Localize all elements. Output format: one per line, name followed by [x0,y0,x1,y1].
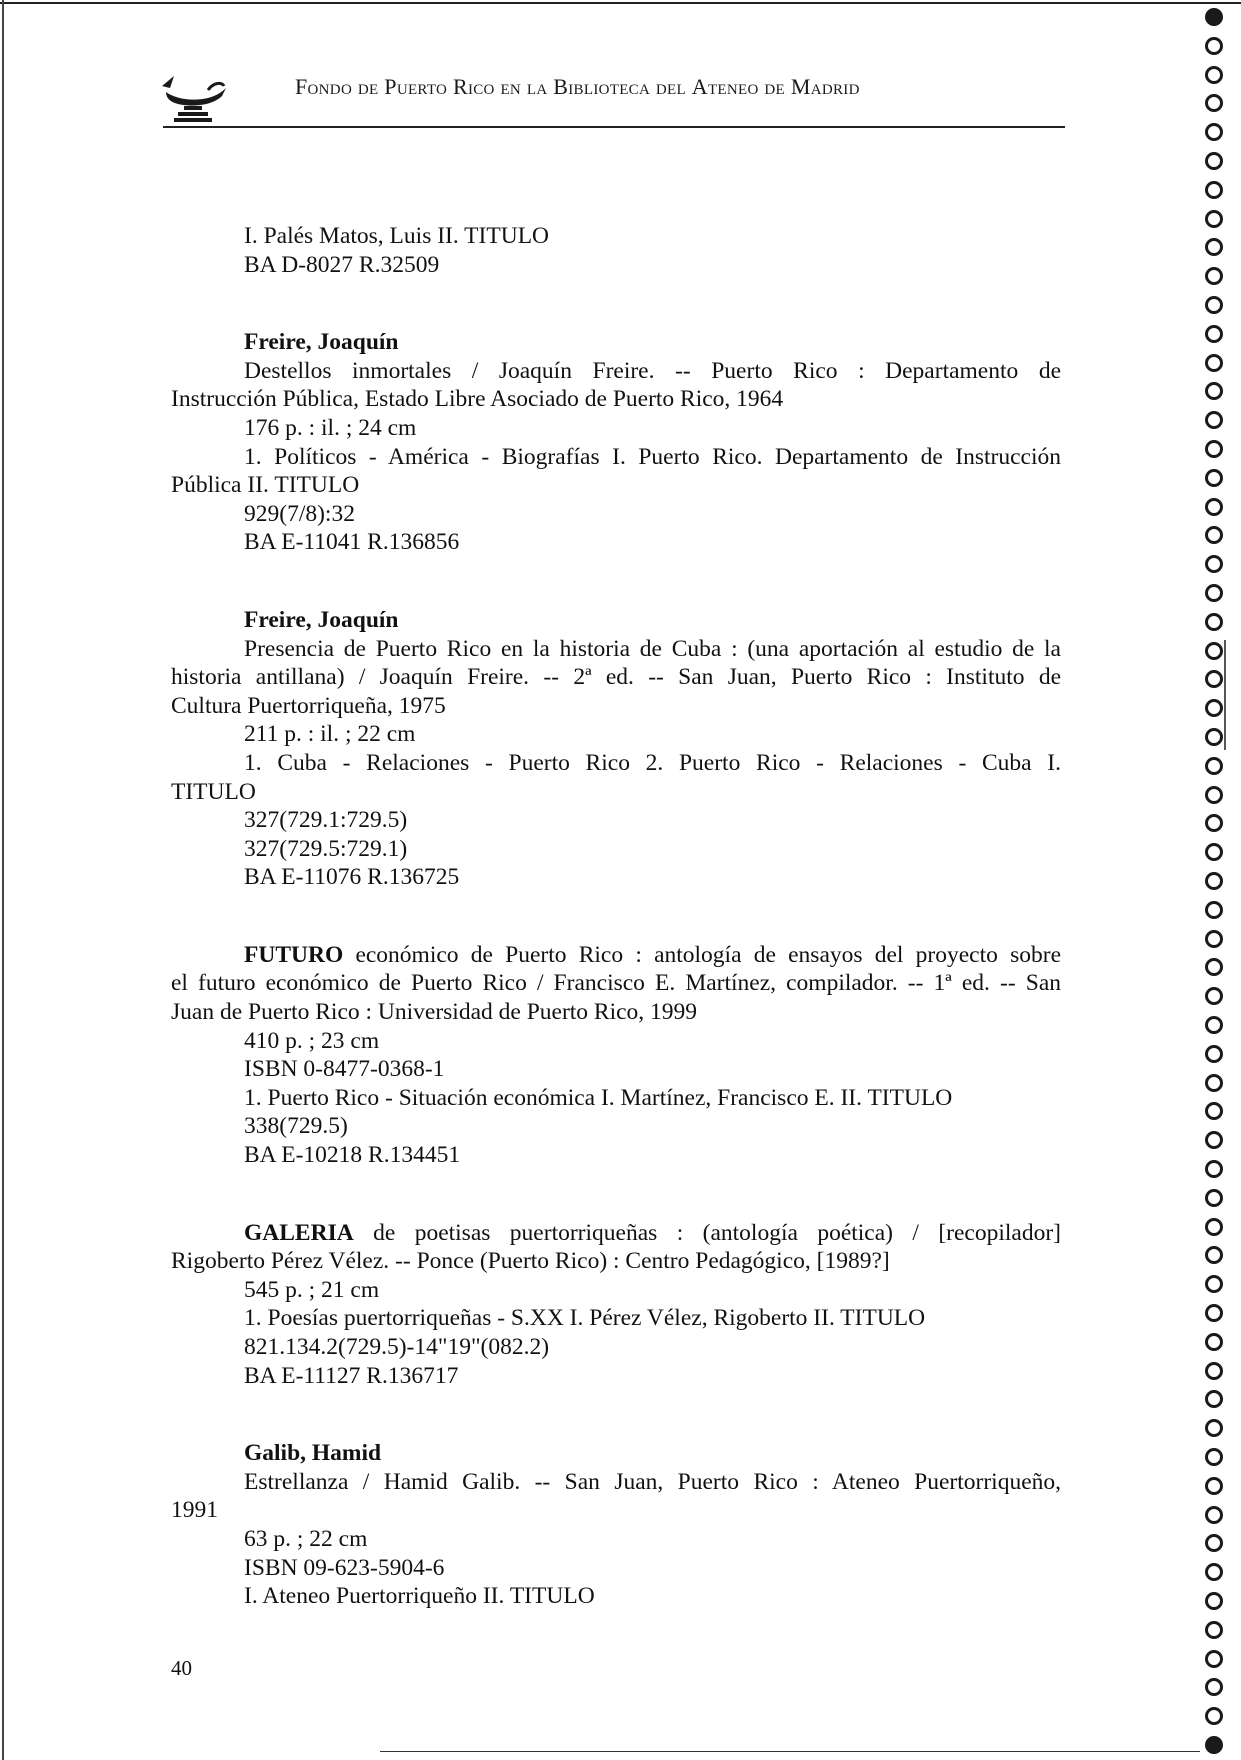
binding-hole [1205,1016,1223,1034]
entry-text: Pública II. TITULO [171,472,360,499]
binding-hole [1205,1045,1223,1063]
binding-hole [1205,901,1223,919]
entry-heading: Galib, Hamid [244,1440,382,1467]
entry-text: Cultura Puertorriqueña, 1975 [171,692,446,719]
entry-text: BA E-10218 R.134451 [244,1142,461,1169]
entry-text: TITULO [171,778,256,805]
entry-line [171,1141,1061,1170]
binding-hole [1205,584,1223,602]
binding-hole [1205,930,1223,948]
entry-text: 327(729.1:729.5) [244,807,408,834]
header-word: ondo de [307,74,385,99]
entry-text: ISBN 0-8477-0368-1 [244,1056,445,1083]
binding-hole [1205,123,1223,141]
binding-hole [1205,1419,1223,1437]
entry-text: 545 p. ; 21 cm [244,1276,380,1303]
header-word: teneo de [707,74,791,99]
binding-hole [1205,1218,1223,1236]
binding-hole [1205,1477,1223,1495]
entry-text: 211 p. : il. ; 22 cm [244,721,416,748]
entry-line [171,1439,1061,1468]
binding-hole [1205,1074,1223,1092]
entry-gap [171,1170,1061,1219]
entry-heading: GALERIA [244,1219,354,1246]
entry-text: 1991 [171,1497,218,1524]
entry-line [171,835,1061,864]
header-word: ico en la [467,74,554,99]
binding-hole [1205,1592,1223,1610]
binding-hole [1205,181,1223,199]
page-edge-top [0,2,1241,4]
entry-line [171,778,1061,807]
header-cap: M [790,74,811,99]
binding-hole [1205,526,1223,544]
binding-hole [1205,699,1223,717]
entry-line [171,471,1061,500]
entry-line [171,443,1061,472]
entry-line [171,251,1061,280]
entry-gap [171,279,1061,328]
page-edge-left [2,0,4,1760]
header-cap: R [452,74,468,99]
binding-hole [1205,1102,1223,1120]
binding-hole [1205,1506,1223,1524]
binding-hole [1205,411,1223,429]
header-cap: B [553,74,569,99]
entry-text: historia antillana) / Joaquín Freire. -- 2ª ed. -- San Juan, Puerto Rico : Instituto de [171,664,1061,691]
binding-hole [1205,1131,1223,1149]
header-cap: P [384,74,397,99]
binding-holes [1200,0,1240,1760]
entry-gap [171,1390,1061,1439]
binding-hole [1205,1707,1223,1725]
entry-line [171,1333,1061,1362]
header-word: adrid [810,74,860,99]
entry-line [171,1582,1061,1611]
binding-hole [1205,37,1223,55]
running-header-title [295,74,860,100]
entry-text: BA E-11041 R.136856 [244,529,460,556]
entry-heading: FUTURO [244,941,344,968]
binding-hole [1205,987,1223,1005]
binding-hole [1205,267,1223,285]
entry-line [171,357,1061,386]
binding-hole [1205,1304,1223,1322]
binding-hole [1205,1246,1223,1264]
entry-text: Destellos inmortales / Joaquín Freire. -- Puerto Rico : Departamento de [244,357,1061,384]
catalog-entry [171,606,1061,892]
entry-line [171,328,1061,357]
entry-line [171,720,1061,749]
entry-line [171,222,1061,251]
entry-line [171,663,1061,692]
entry-text: 929(7/8):32 [244,500,355,527]
catalog-entry [171,328,1061,557]
entry-line [171,1554,1061,1583]
catalog-entry [171,1219,1061,1391]
binding-hole [1205,238,1223,256]
binding-hole [1205,1534,1223,1552]
binding-hole [1205,958,1223,976]
entry-text: de poetisas puertorriqueñas : (antología poética) / [recopilador] [353,1219,1061,1246]
entry-line [171,941,1061,970]
binding-hole [1205,555,1223,573]
header-word: uerto [396,74,453,99]
entry-line [171,1219,1061,1248]
header-word: iblioteca del [568,74,692,99]
binding-hole [1205,642,1223,660]
binding-hole [1205,354,1223,372]
entry-text: Instrucción Pública, Estado Libre Asociado de Puerto Rico, 1964 [171,386,784,413]
entry-text: 821.134.2(729.5)-14"19"(082.2) [244,1334,550,1360]
binding-hole [1205,66,1223,84]
entry-line [171,635,1061,664]
entry-text: económico de Puerto Rico : antología de ensayos del proyecto sobre [343,941,1061,968]
binding-hole [1205,325,1223,343]
binding-hole [1205,1563,1223,1581]
binding-hole [1205,786,1223,804]
entry-heading: Freire, Joaquín [244,329,399,356]
entry-line [171,863,1061,892]
catalog-entry [171,1439,1061,1611]
binding-hole [1205,1736,1223,1754]
entry-line [171,1112,1061,1141]
entry-line [171,1496,1061,1525]
entry-heading: Freire, Joaquín [244,606,399,633]
entry-line [171,1304,1061,1333]
entry-line [171,528,1061,557]
entry-line [171,1055,1061,1084]
header-rule [163,126,1065,128]
binding-hole [1205,498,1223,516]
header-cap: A [691,74,708,99]
entry-text: I. Palés Matos, Luis II. TITULO [244,223,550,249]
entry-text: Presencia de Puerto Rico en la historia de Cuba : (una aportación al estudio de la [244,635,1061,662]
entry-text: 1. Políticos - América - Biografías I. Puerto Rico. Departamento de Instrucción [244,443,1061,470]
entry-text: Estrellanza / Hamid Galib. -- San Juan, Puerto Rico : Ateneo Puertorriqueño, [244,1468,1061,1495]
bottom-rule [380,1751,1200,1752]
binding-hole [1205,469,1223,487]
binding-hole [1205,296,1223,314]
binding-hole [1205,1362,1223,1380]
entry-text: 63 p. ; 22 cm [244,1525,368,1552]
entry-text: BA E-11127 R.136717 [244,1362,459,1389]
entry-line [171,1027,1061,1056]
entry-gap [171,557,1061,606]
entry-gap [171,892,1061,941]
header-cap: F [295,74,308,99]
entry-text: el futuro económico de Puerto Rico / Francisco E. Martínez, compilador. -- 1ª ed. -- San [171,970,1061,997]
entry-text: 1. Cuba - Relaciones - Puerto Rico 2. Puerto Rico - Relaciones - Cuba I. [244,749,1061,776]
binding-hole [1205,210,1223,228]
binding-hole [1205,728,1223,746]
catalog-entries [171,222,1061,1611]
binding-hole [1205,1333,1223,1351]
binding-hole [1205,814,1223,832]
entry-text: ISBN 09-623-5904-6 [244,1554,445,1581]
binding-hole [1205,1650,1223,1668]
entry-line [171,385,1061,414]
entry-text: BA E-11076 R.136725 [244,864,460,891]
binding-hole [1205,843,1223,861]
page-number: 40 [171,1656,192,1680]
entry-line [171,606,1061,635]
binding-hole [1205,670,1223,688]
catalog-entry [171,941,1061,1170]
entry-line [171,500,1061,529]
catalog-entry [171,222,1061,279]
entry-text: 176 p. : il. ; 24 cm [244,414,417,441]
entry-text: I. Ateneo Puertorriqueño II. TITULO [244,1583,595,1610]
binding-hole [1205,8,1223,26]
binding-hole [1205,613,1223,631]
entry-line [171,749,1061,778]
entry-text: BA D-8027 R.32509 [244,251,440,278]
binding-hole [1205,1448,1223,1466]
binding-hole [1205,440,1223,458]
entry-line [171,1084,1061,1113]
entry-line [171,969,1061,998]
binding-hole [1205,1678,1223,1696]
entry-line [171,1468,1061,1497]
binding-hole [1205,872,1223,890]
entry-text: 1. Poesías puertorriqueñas - S.XX I. Pérez Vélez, Rigoberto II. TITULO [244,1305,926,1332]
binding-hole [1205,1390,1223,1408]
entry-line [171,1247,1061,1276]
entry-line [171,414,1061,443]
binding-hole [1205,1189,1223,1207]
entry-text: 338(729.5) [244,1113,348,1140]
binding-hole [1205,152,1223,170]
entry-line [171,1525,1061,1554]
entry-text: Rigoberto Pérez Vélez. -- Ponce (Puerto Rico) : Centro Pedagógico, [1989?] [171,1248,890,1275]
entry-line [171,806,1061,835]
entry-line [171,692,1061,721]
entry-text: Juan de Puerto Rico : Universidad de Puerto Rico, 1999 [171,999,698,1026]
entry-text: 410 p. ; 23 cm [244,1027,380,1054]
binding-hole [1205,382,1223,400]
entry-text: 327(729.5:729.1) [244,835,408,862]
entry-text: 1. Puerto Rico - Situación económica I. Martínez, Francisco E. II. TITULO [244,1084,953,1111]
entry-line [171,1362,1061,1391]
binding-hole [1205,1160,1223,1178]
binding-hole [1205,757,1223,775]
binding-hole [1205,1275,1223,1293]
lamp-logo-icon [160,68,230,124]
binding-hole [1205,1621,1223,1639]
binding-hole [1205,94,1223,112]
entry-line [171,998,1061,1027]
entry-line [171,1276,1061,1305]
